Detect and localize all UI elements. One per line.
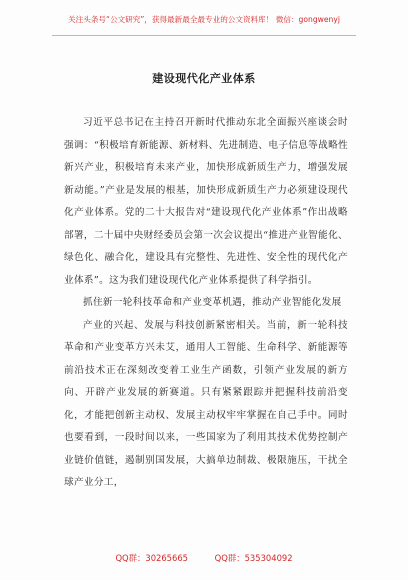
- body-paragraph: 产业的兴起、发展与科技创新紧密相关。当前，新一轮科技革命和产业变革方兴未艾，通用人工智能、生命科学、新能源等前沿技术正在深刻改变着工业生产函数，引领产业发展的新方向、开辟产业发展的新赛道。只有紧紧跟踪并把握科技前沿变化，才能把创新主动权、发展主动权牢牢掌握在自己手中。同时也要看到，一段时间以来，一些国家为了利用其技术优势控制产业链价值链，遏制别国发展，大搞单边制裁、极限施压，干扰全球产业分工，: [64, 319, 348, 488]
- section-heading: 抓住新一轮科技革命和产业变革机遇，推动产业智能化发展: [83, 297, 342, 308]
- header-banner[interactable]: 关注头条号“公文研究”，获得最新最全最专业的公文资料库！ 微信：gongwenyj: [68, 15, 340, 24]
- body-paragraph: 习近平总书记在主持召开新时代推动东北全面振兴座谈会时强调：“积极培育新能源、新材料、先进制造、电子信息等战略性新兴产业，积极培育未来产业，加快形成新质生产力，增强发展新动能。”产业是发展的根基，加快形成新质生产力必须建设现代化产业体系。党的二十大报告对“建设现代化产业体系”作出战略部署，二十届中央财经委员会第一次会议提出“推进产业智能化、绿色化、融合化，建设具有完整性、先进性、安全性的现代化产业体系”。这为我们建设现代化产业体系提供了科学指引。: [64, 117, 348, 286]
- qq-group-1[interactable]: QQ群：30265665: [115, 553, 188, 563]
- qq-group-2[interactable]: QQ群：535304092: [214, 553, 293, 563]
- header-divider: [52, 35, 356, 36]
- footer-contact: [0, 552, 408, 564]
- document-title: 建设现代化产业体系: [152, 72, 256, 85]
- document-body: [64, 112, 348, 495]
